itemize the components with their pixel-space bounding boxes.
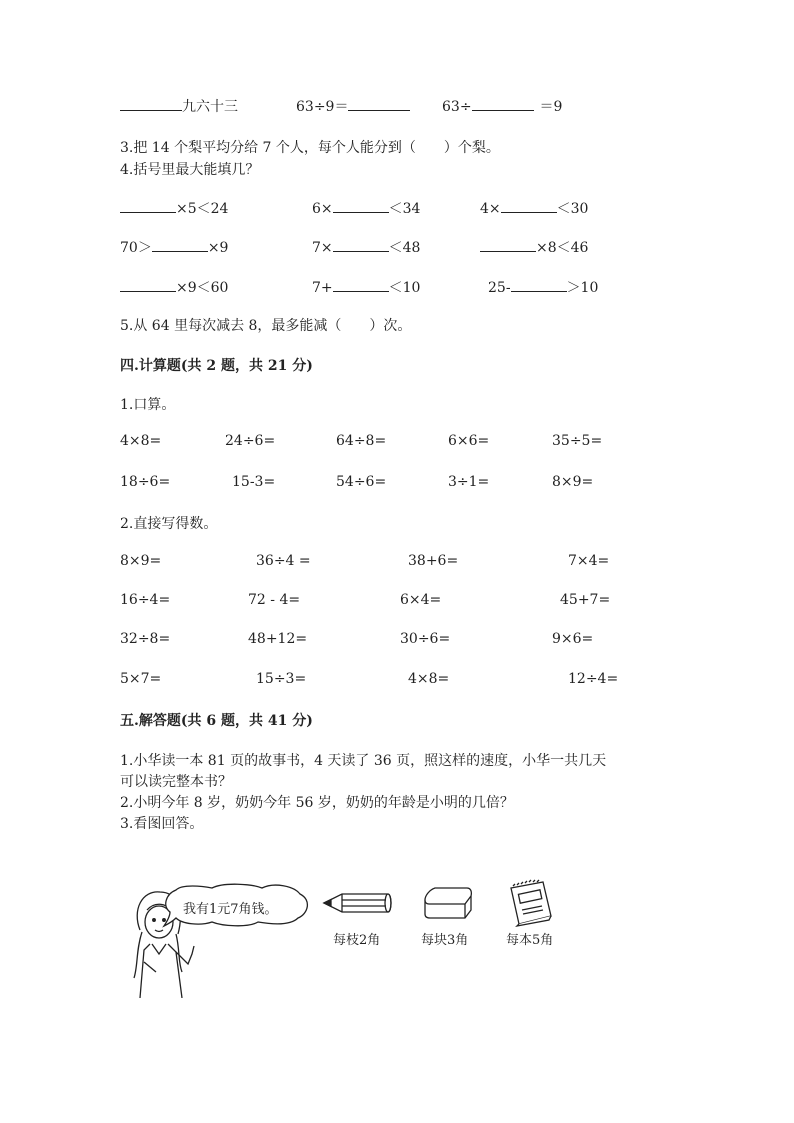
- fill-item-suffix: ＜10: [388, 280, 421, 296]
- calc-item: 16÷4=: [120, 592, 171, 608]
- calc-item: 32÷8=: [120, 631, 171, 647]
- notebook-price: 每本5角: [506, 933, 554, 948]
- calc-item: 30÷6=: [400, 631, 451, 647]
- calc-item: 36÷4 =: [256, 553, 311, 569]
- fill-item: [312, 237, 420, 257]
- question-label: 1.口算。: [120, 397, 176, 413]
- fill-item-suffix: ＜48: [388, 240, 421, 256]
- fill-item: [120, 277, 228, 297]
- question-4: 4.括号里最大能填几？: [120, 162, 260, 178]
- fill-item-suffix: ＝9: [539, 99, 563, 115]
- pencil-icon: [322, 889, 394, 917]
- calc-item: 12÷4=: [568, 671, 619, 687]
- calc-item: 6×4=: [400, 592, 442, 608]
- calc-item: 54÷6=: [336, 474, 387, 490]
- fill-item-prefix: 63÷9＝: [296, 99, 349, 115]
- calc-item: 7×4=: [568, 553, 610, 569]
- calc-item: 9×6=: [552, 631, 594, 647]
- fill-item-suffix: ×9＜60: [176, 280, 229, 296]
- q2-row: [120, 96, 238, 116]
- question-1: 1.小华读一本 81 页的故事书，4 天读了 36 页，照这样的速度，小华一共几天: [120, 753, 607, 769]
- answer-blank[interactable]: [480, 237, 536, 252]
- fill-item-suffix: ×8＜46: [536, 240, 589, 256]
- calc-item: 64÷8=: [336, 433, 387, 449]
- fill-item-suffix: ＞10: [566, 280, 599, 296]
- calc-item: 4×8=: [408, 671, 450, 687]
- calc-item: 8×9=: [120, 553, 162, 569]
- answer-blank[interactable]: [333, 277, 389, 292]
- answer-blank[interactable]: [120, 277, 176, 292]
- calc-item: 4×8=: [120, 433, 162, 449]
- fill-item: [488, 277, 598, 297]
- fill-item-suffix: ＜34: [388, 201, 421, 217]
- fill-item-suffix: ×9: [207, 240, 229, 256]
- fill-item: [312, 198, 420, 218]
- answer-blank[interactable]: [333, 237, 389, 252]
- fill-item-prefix: 70＞: [120, 240, 152, 256]
- question-label: 2.直接写得数。: [120, 516, 218, 532]
- fill-item: [296, 96, 410, 116]
- fill-item: [480, 198, 588, 218]
- calc-item: 72 - 4=: [248, 592, 301, 608]
- fill-item: [312, 277, 420, 297]
- question-2: 2.小明今年 8 岁，奶奶今年 56 岁，奶奶的年龄是小明的几倍？: [120, 795, 514, 811]
- fill-item-prefix: 4×: [480, 201, 501, 217]
- answer-blank[interactable]: [511, 277, 567, 292]
- fill-item-prefix: 6×: [312, 201, 333, 217]
- calc-item: 48+12=: [248, 631, 308, 647]
- calc-item: 6×6=: [448, 433, 490, 449]
- eraser-icon: [421, 884, 475, 920]
- question-3: 3.把 14 个梨平均分给 7 个人，每个人能分到（ ）个梨。: [120, 140, 500, 156]
- fill-item: [442, 96, 562, 116]
- calc-item: 5×7=: [120, 671, 162, 687]
- question-1-cont: 可以读完整本书？: [120, 774, 232, 790]
- notebook-icon: [505, 878, 555, 928]
- fill-item-suffix: ＜30: [556, 201, 589, 217]
- calc-item: 45+7=: [560, 592, 611, 608]
- answer-blank[interactable]: [333, 198, 389, 213]
- fill-item-suffix: ×5＜24: [176, 201, 229, 217]
- answer-blank[interactable]: [120, 198, 176, 213]
- question-3: 3.看图回答。: [120, 816, 204, 832]
- calc-item: 15÷3=: [256, 671, 307, 687]
- calc-item: 35÷5=: [552, 433, 603, 449]
- fill-item: [120, 237, 228, 257]
- calc-item: 24÷6=: [225, 433, 276, 449]
- answer-blank[interactable]: [348, 96, 410, 111]
- answer-blank[interactable]: [472, 96, 534, 111]
- fill-item: [120, 198, 228, 218]
- eraser-price: 每块3角: [421, 933, 469, 948]
- fill-item-prefix: 63÷: [442, 99, 472, 115]
- pencil-price: 每枝2角: [333, 933, 381, 948]
- answer-blank[interactable]: [120, 96, 182, 111]
- calc-item: 8×9=: [552, 474, 594, 490]
- answer-blank[interactable]: [152, 237, 208, 252]
- fill-item-suffix: 九六十三: [182, 99, 238, 115]
- calc-item: 18÷6=: [120, 474, 171, 490]
- fill-item-prefix: 25-: [488, 280, 511, 296]
- question-5: 5.从 64 里每次减去 8，最多能减（ ）次。: [120, 318, 412, 334]
- section-heading: 四.计算题(共 2 题，共 21 分): [120, 358, 313, 374]
- answer-blank[interactable]: [501, 198, 557, 213]
- calc-item: 15-3=: [232, 474, 276, 490]
- section-heading: 五.解答题(共 6 题，共 41 分): [120, 713, 313, 729]
- fill-item: [480, 237, 588, 257]
- fill-item-prefix: 7+: [312, 280, 333, 296]
- calc-item: 3÷1=: [448, 474, 490, 490]
- fill-item-prefix: 7×: [312, 240, 333, 256]
- speech-text: 我有1元7角钱。: [183, 902, 278, 917]
- calc-item: 38+6=: [408, 553, 459, 569]
